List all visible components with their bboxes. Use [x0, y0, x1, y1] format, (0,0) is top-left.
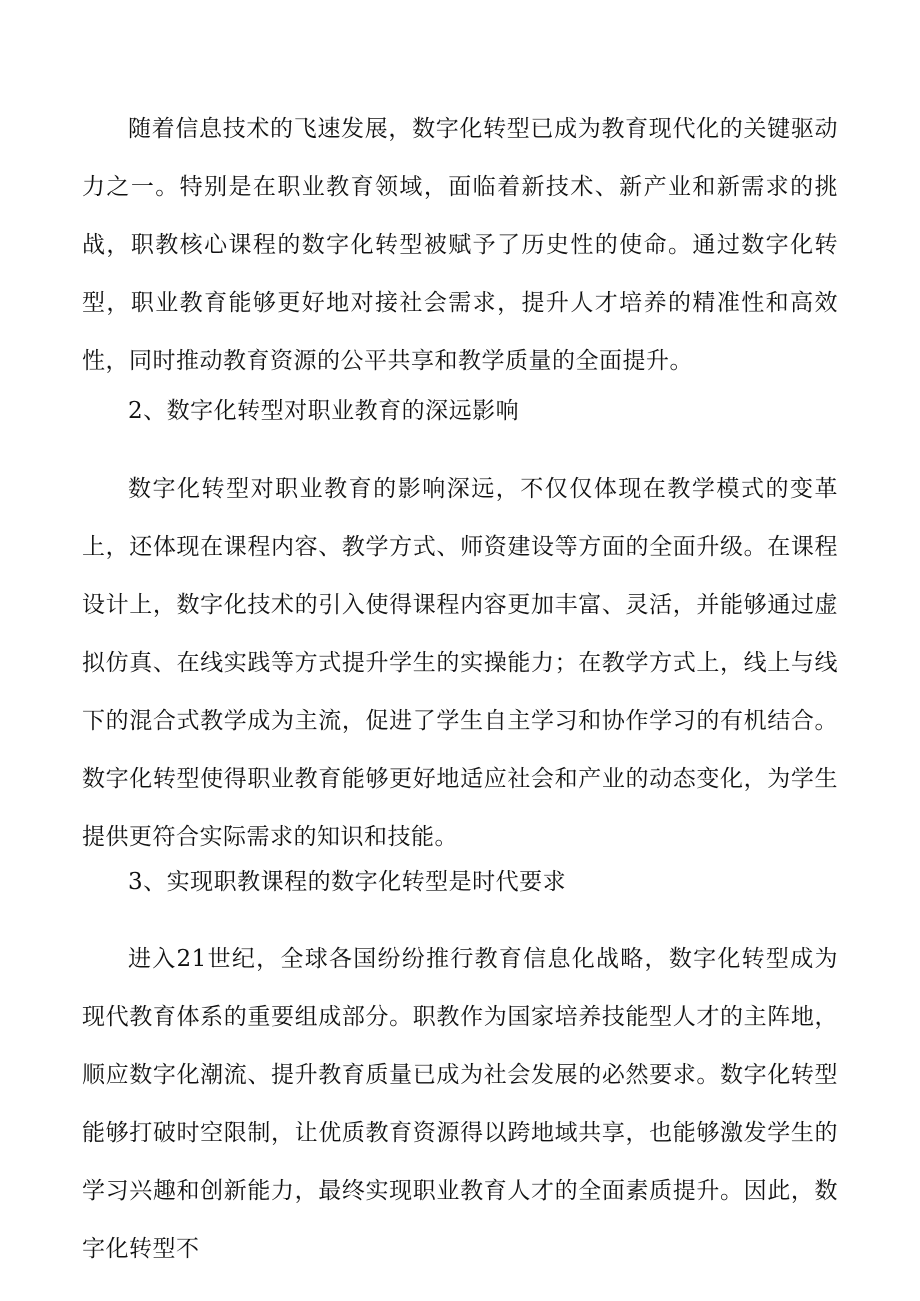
section-2-paragraph: 数字化转型对职业教育的影响深远，不仅仅体现在教学模式的变革上，还体现在课程内容、教学方式、师资建设等方面的全面升级。在课程设计上，数字化技术的引入使得课程内容更加丰富、灵活，并能够通过虚拟仿真、在线实践等方式提升学生的实操能力；在教学方式上，线上与线下的混合式教学成为主流，促进了学生自主学习和协作学习的有机结合。数字化转型使得职业教育能够更好地适应社会和产业的动态变化，为学生提供更符合实际需求的知识和技能。 [82, 476, 838, 850]
intro-paragraph: 随着信息技术的飞速发展，数字化转型已成为教育现代化的关键驱动力之一。特别是在职业教育领域，面临着新技术、新产业和新需求的挑战，职教核心课程的数字化转型被赋予了历史性的使命。通过数字化转型，职业教育能够更好地对接社会需求，提升人才培养的精准性和高效性，同时推动教育资源的公平共享和教学质量的全面提升。 [82, 116, 838, 374]
section-heading-2: 2、数字化转型对职业教育的深远影响 [128, 398, 520, 424]
section-heading-3: 3、实现职教课程的数字化转型是时代要求 [128, 869, 567, 895]
section-3-paragraph: 进入21世纪，全球各国纷纷推行教育信息化战略，数字化转型成为现代教育体系的重要组成部分。职教作为国家培养技能型人才的主阵地，顺应数字化潮流、提升教育质量已成为社会发展的必然要求。数字化转型能够打破时空限制，让优质教育资源得以跨地域共享，也能够激发学生的学习兴趣和创新能力，最终实现职业教育人才的全面素质提升。因此，数字化转型不 [82, 946, 838, 1262]
